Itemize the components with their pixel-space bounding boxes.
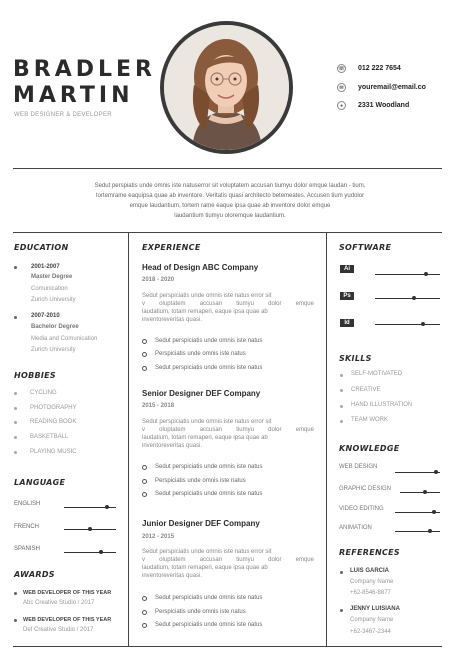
bullet-text: Sedut perspiciatis unde omnis iste natus: [155, 595, 263, 601]
awards-heading: AWARDS: [14, 570, 55, 579]
level-knob: [105, 505, 109, 509]
skill-item: TEAM WORK: [351, 417, 388, 423]
language-level-bar: [64, 527, 116, 531]
description-line: inventoreveritas quasi.: [142, 573, 203, 579]
job-bullet: [142, 338, 262, 344]
description-line: Sedut perspiciatis unde omnis iste natus error sit: [142, 293, 272, 299]
bullet-text: Sedut perspiciatis unde omnis iste natus: [155, 365, 263, 371]
references-heading: REFERENCES: [339, 548, 400, 557]
skills-heading: SKILLS: [339, 354, 372, 363]
reference-company: Company Name: [350, 579, 394, 585]
circle-bullet-icon: [142, 492, 147, 497]
first-name: BRADLER: [13, 57, 156, 82]
bullet-dot: [14, 619, 17, 622]
bullet-text: Sedut perspiciatis unde omnis iste natus: [155, 622, 263, 628]
language-name: ENGLISH: [14, 501, 41, 507]
column-divider-right: [326, 232, 327, 647]
skill-item: HAND ILLUSTRATION: [351, 402, 413, 408]
reference-phone: +62-8546-8877: [350, 590, 391, 596]
job-description: [142, 418, 314, 450]
reference-phone: +62-3467-2344: [350, 629, 391, 635]
description-line: laudatium, totam remaperi, eaque ipsa quae ab: [142, 309, 268, 315]
job-dates: 2012 - 2015: [142, 534, 175, 540]
job-dates: 2018 - 2020: [142, 277, 175, 283]
experience-heading: EXPERIENCE: [142, 243, 201, 252]
bullet-text: Perspiciatis unde omnis iste natus: [155, 478, 246, 484]
reference-name: JENNY LUISIANA: [350, 606, 400, 612]
software-level-bar: [375, 322, 440, 326]
level-knob: [423, 490, 427, 494]
job-bullet: [142, 464, 262, 470]
bullet-dot: [14, 451, 17, 454]
level-knob: [434, 470, 438, 474]
description-line: v oluptatem accusan tiumyu dolor emque: [142, 557, 314, 563]
education-field: Comunication: [31, 286, 68, 292]
skill-item: CREATIVE: [351, 387, 381, 393]
description-line: Sedut perspiciatis unde omnis iste natus error sit: [142, 419, 272, 425]
contact-email: [337, 83, 426, 92]
level-knob: [99, 550, 103, 554]
education-school: Zurich University: [31, 347, 76, 353]
description-line: v oluptatem accusan tiumyu dolor emque: [142, 427, 314, 433]
circle-bullet-icon: [142, 465, 147, 470]
job-description: [142, 548, 314, 580]
job-bullet: [142, 491, 262, 497]
bullet-dot: [14, 592, 17, 595]
illustrator-icon: Ai: [340, 265, 354, 273]
bullet-dot: [340, 405, 343, 408]
description-line: inventoreveritas quasi.: [142, 443, 203, 449]
summary-line: laudantium tiumyu oloremque laudantium.: [174, 213, 286, 219]
language-level-bar: [64, 505, 116, 509]
circle-bullet-icon: [142, 339, 147, 344]
award-org: Abc Creative Studio / 2017: [23, 600, 95, 606]
hobby-item: READING BOOK: [30, 419, 77, 425]
contact-address: [337, 101, 409, 110]
level-track: [375, 298, 440, 299]
bullet-text: Sedut perspiciatis unde omnis iste natus: [155, 491, 263, 497]
circle-bullet-icon: [142, 610, 147, 615]
knowledge-heading: KNOWLEDGE: [339, 444, 400, 453]
circle-bullet-icon: [142, 596, 147, 601]
last-name: MARTIN: [13, 83, 134, 108]
level-knob: [88, 527, 92, 531]
level-track: [400, 492, 440, 493]
bullet-dot: [14, 266, 17, 269]
reference-name: LUIS GARCIA: [350, 568, 389, 574]
education-years: 2007-2010: [31, 313, 60, 319]
bullet-dot: [14, 407, 17, 410]
knowledge-level-bar: [395, 510, 440, 514]
circle-bullet-icon: [142, 623, 147, 628]
education-years: 2001-2007: [31, 264, 60, 270]
education-heading: EDUCATION: [14, 243, 69, 252]
level-track: [375, 274, 440, 275]
bullet-dot: [14, 316, 17, 319]
phone-text: 012 222 7654: [358, 65, 401, 72]
description-line: v oluptatem accusan tiumyu dolor emque: [142, 301, 314, 307]
job-bullet: [142, 365, 262, 371]
job-title: Head of Design ABC Company: [142, 263, 259, 272]
job-dates: 2015 - 2018: [142, 403, 175, 409]
bullet-dot: [14, 421, 17, 424]
portrait-image: [164, 25, 289, 150]
award-name: WEB DEVELOPER OF THIS YEAR: [23, 617, 112, 623]
circle-bullet-icon: [142, 479, 147, 484]
education-degree: Bachelor Degree: [31, 324, 79, 330]
hobbies-heading: HOBBIES: [14, 371, 56, 380]
education-field: Media and Comunication: [31, 336, 98, 342]
language-name: SPANISH: [14, 546, 40, 552]
bullet-dot: [340, 374, 343, 377]
bullet-dot: [340, 609, 343, 612]
language-heading: LANGUAGE: [14, 478, 66, 487]
bullet-text: Perspiciatis unde omnis iste natus: [155, 609, 246, 615]
bullet-text: Sedut perspiciatis unde omnis iste natus: [155, 338, 263, 344]
circle-bullet-icon: [142, 352, 147, 357]
knowledge-level-bar: [400, 490, 440, 494]
knowledge-name: GRAPHIC DESIGN: [339, 486, 392, 492]
mail-icon: ✉: [337, 83, 346, 92]
knowledge-name: VIDEO EDITING: [339, 506, 384, 512]
photoshop-icon: Ps: [340, 292, 354, 300]
education-degree: Master Degree: [31, 274, 73, 280]
job-bullet: [142, 609, 246, 615]
summary-line: Sedut perspiatis unde omnis iste natuserror sit voluptatem accusan tiumyu dolor emque laudan - tium,: [94, 183, 366, 189]
bullet-dot: [340, 420, 343, 423]
skill-item: SELF-MOTIVATED: [351, 371, 403, 377]
summary-line: tortemrame eaquipsa quae ab inventore. Veritatis quasi architecto betemeates. Accusen tium yudolor: [95, 193, 365, 199]
summary-line: emque laudantium, tortem rame eaque ipsa quae ab inventore dolor emque: [129, 203, 331, 209]
location-pin-icon: ●: [337, 101, 346, 110]
bullet-dot: [14, 392, 17, 395]
profile-summary: [60, 181, 400, 221]
description-line: Sedut perspiciatis unde omnis iste natus error sit: [142, 549, 272, 555]
description-line: inventoreveritas quasi.: [142, 317, 203, 323]
bullet-dot: [14, 436, 17, 439]
header-divider: [13, 168, 442, 169]
software-heading: SOFTWARE: [339, 243, 392, 252]
hobby-item: PLAYING MUSIC: [30, 449, 77, 455]
knowledge-level-bar: [395, 529, 440, 533]
email-text: youremail@email.co: [358, 84, 426, 91]
level-track: [395, 531, 440, 532]
indesign-icon: Id: [340, 319, 354, 327]
level-knob: [412, 296, 416, 300]
knowledge-level-bar: [395, 470, 440, 474]
job-bullet: [142, 478, 246, 484]
bullet-text: Perspiciatis unde omnis iste natus: [155, 351, 246, 357]
award-name: WEB DEVELOPER OF THIS YEAR: [23, 590, 112, 596]
contact-phone: [337, 64, 401, 73]
level-track: [64, 552, 116, 553]
job-bullet: [142, 351, 246, 357]
bullet-text: Sedut perspiciatis unde omnis iste natus: [155, 464, 263, 470]
hobby-item: CYCLING: [30, 390, 57, 396]
job-role: WEB DESIGNER & DEVELOPER: [14, 112, 112, 118]
description-line: laudatium, totam remaperi, eaque ipsa quae ab: [142, 565, 268, 571]
circle-bullet-icon: [142, 366, 147, 371]
phone-icon: ☏: [338, 65, 345, 72]
award-org: Def Creative Studio / 2017: [23, 627, 94, 633]
address-text: 2331 Woodland: [358, 102, 410, 109]
software-level-bar: [375, 272, 440, 276]
job-title: Senior Designer DEF Company: [142, 389, 261, 398]
level-knob: [421, 322, 425, 326]
language-level-bar: [64, 550, 116, 554]
profile-photo: [160, 21, 293, 154]
knowledge-name: WEB DESIGN: [339, 464, 378, 470]
job-title: Junior Designer DEF Company: [142, 519, 260, 528]
bullet-dot: [340, 571, 343, 574]
bullet-dot: [340, 389, 343, 392]
job-description: [142, 292, 314, 324]
description-line: laudatium, totam remaperi, eaque ipsa quae ab: [142, 435, 268, 441]
hobby-item: PHOTOGRAPHY: [30, 405, 77, 411]
section-divider: [13, 232, 442, 233]
hobby-item: BASKETBALL: [30, 434, 69, 440]
job-bullet: [142, 622, 262, 628]
reference-company: Company Name: [350, 617, 394, 623]
software-level-bar: [375, 296, 440, 300]
knowledge-name: ANIMATION: [339, 525, 372, 531]
bottom-divider: [13, 646, 442, 647]
column-divider-left: [128, 232, 129, 647]
level-track: [375, 324, 440, 325]
job-bullet: [142, 595, 262, 601]
level-knob: [424, 272, 428, 276]
education-school: Zurich University: [31, 297, 76, 303]
language-name: FRENCH: [14, 524, 39, 530]
level-knob: [428, 529, 432, 533]
level-knob: [432, 510, 436, 514]
